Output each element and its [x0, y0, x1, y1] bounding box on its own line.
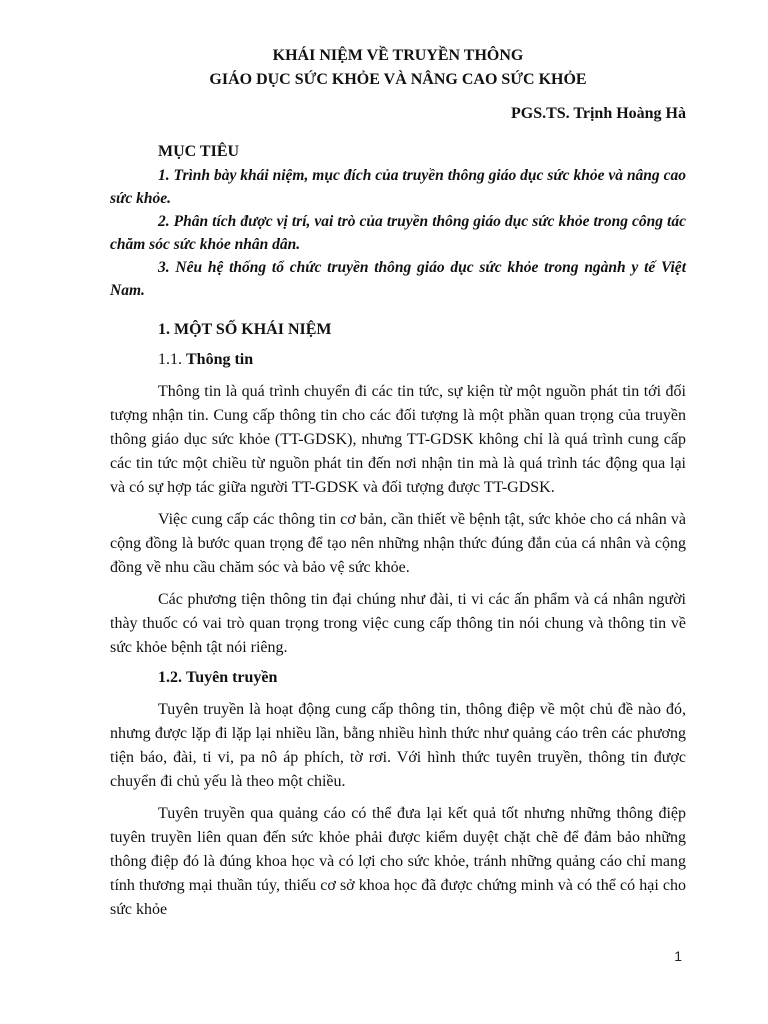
document-title-line-1: KHÁI NIỆM VỀ TRUYỀN THÔNG — [272, 47, 524, 64]
subsection-1-2-title: Tuyên truyền — [186, 669, 278, 686]
subsection-1-2-number: 1.2. — [158, 669, 182, 686]
subsection-1-1-number: 1.1. — [158, 351, 182, 368]
page-number: 1 — [674, 948, 682, 964]
author-name: PGS.TS. Trịnh Hoàng Hà — [510, 105, 686, 122]
subsection-1-2-heading — [158, 666, 686, 690]
section-1-heading: 1. MỘT SỐ KHÁI NIỆM — [158, 321, 332, 338]
objective-item-2: 2. Phân tích được vị trí, vai trò của truyền thông giáo dục sức khỏe trong công tác chăm sóc sức khỏe nhân dân. — [110, 213, 686, 253]
paragraph-1-1-c: Các phương tiện thông tin đại chúng như đài, ti vi các ấn phẩm và cá nhân người thày thuốc có vai trò quan trọng trong việc cung cấp thông tin nói chung và thông tin về sức khỏe bệnh tật nói riêng. — [110, 591, 686, 656]
objective-item-1: 1. Trình bày khái niệm, mục đích của truyền thông giáo dục sức khỏe và nâng cao sức khỏe. — [110, 167, 686, 207]
paragraph-1-1-a: Thông tin là quá trình chuyển đi các tin tức, sự kiện từ một nguồn phát tin tới đối tượng nhận tin. Cung cấp thông tin cho các đối tượng là một phần quan trọng của truyền thông giáo dục sức khỏe (TT-GDSK), nhưng TT-GDSK không chỉ là quá trình cung cấp các tin tức một chiều từ nguồn phát tin đến nơi nhận tin mà là quá trình tác động qua lại và có sự hợp tác giữa người TT-GDSK và đối tượng được TT-GDSK. — [110, 383, 686, 496]
objectives-heading: MỤC TIÊU — [158, 143, 240, 160]
paragraph-1-1-b: Việc cung cấp các thông tin cơ bản, cần thiết về bệnh tật, sức khỏe cho cá nhân và cộng đồng là bước quan trọng để tạo nên những nhận thức đúng đắn của cá nhân và cộng đồng về nhu cầu chăm sóc và bảo vệ sức khỏe. — [110, 511, 686, 576]
subsection-1-1-heading — [158, 348, 686, 372]
paragraph-1-2-a: Tuyên truyền là hoạt động cung cấp thông tin, thông điệp về một chủ đề nào đó, nhưng được lặp đi lặp lại nhiều lần, bằng nhiều hình thức như quảng cáo trên các phương tiện báo, đài, ti vi, pa nô áp phích, tờ rơi. Với hình thức tuyên truyền, thông tin được chuyển đi chủ yếu là theo một chiều. — [110, 701, 686, 790]
document-title-line-2: GIÁO DỤC SỨC KHỎE VÀ NÂNG CAO SỨC KHỎE — [209, 71, 587, 88]
document-page — [110, 44, 686, 922]
paragraph-1-2-b: Tuyên truyền qua quảng cáo có thể đưa lại kết quả tốt nhưng những thông điệp tuyên truyền liên quan đến sức khỏe phải được kiểm duyệt chặt chẽ để đảm bảo những thông điệp đó là đúng khoa học và có lợi cho sức khỏe, tránh những quảng cáo chỉ mang tính thương mại thuần túy, thiếu cơ sở khoa học đã được chứng minh và có thể có hại cho sức khỏe — [110, 805, 686, 918]
objective-item-3: 3. Nêu hệ thống tổ chức truyền thông giáo dục sức khỏe trong ngành y tế Việt Nam. — [110, 259, 686, 299]
subsection-1-1-title: Thông tin — [186, 351, 254, 368]
